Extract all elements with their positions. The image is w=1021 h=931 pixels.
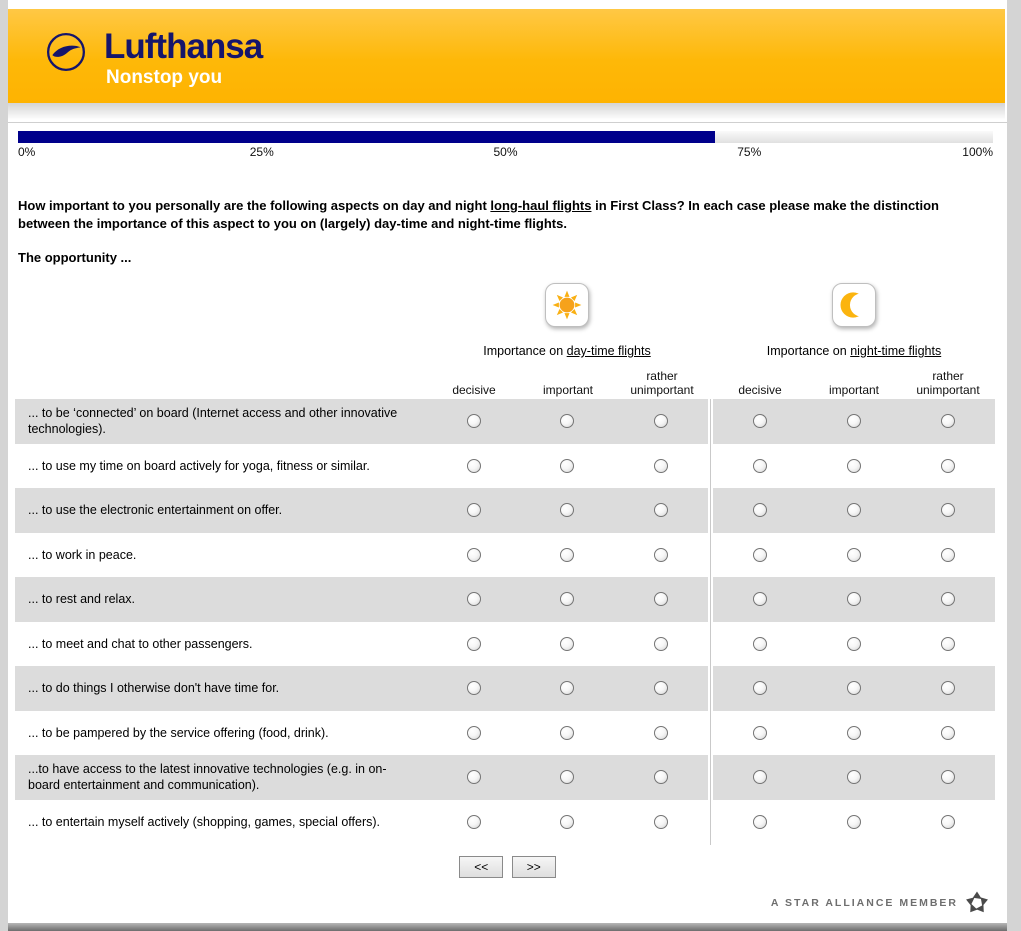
radio-cell bbox=[807, 548, 901, 562]
next-button[interactable]: >> bbox=[512, 856, 556, 878]
radio-night-decisive-row3[interactable] bbox=[753, 503, 767, 517]
radio-day-rather-unimportant-row10[interactable] bbox=[654, 815, 668, 829]
scale-night-important: important bbox=[828, 383, 880, 397]
question-lead-in: The opportunity ... bbox=[18, 250, 132, 265]
radio-cell bbox=[901, 548, 995, 562]
row-night-section bbox=[713, 711, 995, 756]
radio-cell bbox=[427, 815, 521, 829]
row-night-section bbox=[713, 666, 995, 711]
radio-cell bbox=[614, 770, 708, 784]
row-label: ... to meet and chat to other passengers. bbox=[28, 636, 253, 651]
question-text bbox=[18, 197, 970, 232]
radio-cell bbox=[713, 459, 807, 473]
radio-cell bbox=[807, 770, 901, 784]
row-night-section bbox=[713, 399, 995, 444]
radio-day-rather-unimportant-row7[interactable] bbox=[654, 681, 668, 695]
scale-day-important: important bbox=[542, 383, 594, 397]
radio-cell bbox=[521, 770, 615, 784]
radio-cell bbox=[427, 726, 521, 740]
radio-night-important-row4[interactable] bbox=[847, 548, 861, 562]
radio-cell bbox=[901, 726, 995, 740]
radio-night-rather-unimportant-row4[interactable] bbox=[941, 548, 955, 562]
row-day-section bbox=[15, 666, 708, 711]
radio-night-decisive-row8[interactable] bbox=[753, 726, 767, 740]
radio-cell bbox=[807, 815, 901, 829]
row-day-section bbox=[15, 800, 708, 845]
radio-night-rather-unimportant-row2[interactable] bbox=[941, 459, 955, 473]
radio-day-rather-unimportant-row5[interactable] bbox=[654, 592, 668, 606]
row-label: ... to rest and relax. bbox=[28, 592, 135, 607]
radio-cell bbox=[807, 681, 901, 695]
radio-cell bbox=[614, 726, 708, 740]
radio-cell bbox=[427, 503, 521, 517]
question-part-1: How important to you personally are the following aspects on day and night bbox=[18, 198, 491, 213]
radio-day-decisive-row4[interactable] bbox=[467, 548, 481, 562]
radio-cell bbox=[901, 459, 995, 473]
radio-night-rather-unimportant-row7[interactable] bbox=[941, 681, 955, 695]
radio-cell bbox=[713, 770, 807, 784]
radio-night-rather-unimportant-row6[interactable] bbox=[941, 637, 955, 651]
radio-night-decisive-row6[interactable] bbox=[753, 637, 767, 651]
day-label-underlined: day-time flights bbox=[566, 344, 651, 358]
radio-day-rather-unimportant-row2[interactable] bbox=[654, 459, 668, 473]
row-label: ... to use my time on board actively for yoga, fitness or similar. bbox=[28, 458, 370, 473]
radio-night-rather-unimportant-row1[interactable] bbox=[941, 414, 955, 428]
row-night-section bbox=[713, 622, 995, 667]
lufthansa-logo bbox=[45, 27, 262, 89]
progress-fill bbox=[18, 131, 715, 143]
row-day-section bbox=[15, 577, 708, 622]
radio-cell bbox=[521, 414, 615, 428]
question-part-2: in First Class? In each case please make the distinction between the importance of this aspect to you on (largely) day-time and night-time flights. bbox=[18, 198, 939, 231]
radio-night-important-row7[interactable] bbox=[847, 681, 861, 695]
row-day-section bbox=[15, 711, 708, 756]
progress-tick-75: 75% bbox=[737, 145, 762, 159]
radio-cell bbox=[521, 503, 615, 517]
radio-day-decisive-row3[interactable] bbox=[467, 503, 481, 517]
night-label-prefix: Importance on bbox=[766, 344, 851, 358]
radio-cell bbox=[521, 592, 615, 606]
row-day-section bbox=[15, 755, 708, 800]
row-night-section bbox=[713, 533, 995, 578]
radio-night-important-row3[interactable] bbox=[847, 503, 861, 517]
row-label: ... to do things I otherwise don't have time for. bbox=[28, 681, 280, 696]
radio-cell bbox=[427, 637, 521, 651]
radio-cell bbox=[614, 459, 708, 473]
bottom-bar bbox=[8, 923, 1007, 931]
radio-cell bbox=[807, 459, 901, 473]
radio-cell bbox=[614, 503, 708, 517]
radio-night-important-row6[interactable] bbox=[847, 637, 861, 651]
night-group-label bbox=[713, 344, 995, 358]
row-label: ... to be ‘connected’ on board (Internet access and other innovative technologies). bbox=[28, 406, 398, 437]
radio-day-rather-unimportant-row8[interactable] bbox=[654, 726, 668, 740]
table-row bbox=[15, 755, 995, 800]
table-row bbox=[15, 533, 995, 578]
radio-cell bbox=[614, 414, 708, 428]
radio-cell bbox=[807, 414, 901, 428]
question-underlined: long-haul flights bbox=[490, 198, 592, 213]
radio-day-rather-unimportant-row4[interactable] bbox=[654, 548, 668, 562]
radio-cell bbox=[807, 726, 901, 740]
radio-night-rather-unimportant-row8[interactable] bbox=[941, 726, 955, 740]
star-alliance-text: A STAR ALLIANCE MEMBER bbox=[770, 897, 958, 909]
radio-night-important-row10[interactable] bbox=[847, 815, 861, 829]
sun-icon bbox=[549, 287, 585, 323]
radio-cell bbox=[427, 459, 521, 473]
radio-day-rather-unimportant-row9[interactable] bbox=[654, 770, 668, 784]
radio-day-important-row10[interactable] bbox=[560, 815, 574, 829]
radio-cell bbox=[427, 592, 521, 606]
radio-cell bbox=[713, 414, 807, 428]
row-night-section bbox=[713, 577, 995, 622]
radio-night-rather-unimportant-row5[interactable] bbox=[941, 592, 955, 606]
radio-night-rather-unimportant-row10[interactable] bbox=[941, 815, 955, 829]
radio-night-decisive-row5[interactable] bbox=[753, 592, 767, 606]
radio-day-important-row1[interactable] bbox=[560, 414, 574, 428]
radio-cell bbox=[901, 414, 995, 428]
row-day-section bbox=[15, 444, 708, 489]
day-label-prefix: Importance on bbox=[483, 344, 567, 358]
row-night-section bbox=[713, 488, 995, 533]
table-row bbox=[15, 711, 995, 756]
radio-night-rather-unimportant-row3[interactable] bbox=[941, 503, 955, 517]
radio-cell bbox=[901, 681, 995, 695]
radio-night-decisive-row2[interactable] bbox=[753, 459, 767, 473]
table-row bbox=[15, 577, 995, 622]
progress-tick-50: 50% bbox=[493, 145, 518, 159]
radio-day-rather-unimportant-row3[interactable] bbox=[654, 503, 668, 517]
table-row bbox=[15, 488, 995, 533]
survey-page bbox=[8, 0, 1007, 931]
radio-cell bbox=[901, 503, 995, 517]
radio-cell bbox=[713, 681, 807, 695]
radio-night-decisive-row10[interactable] bbox=[753, 815, 767, 829]
radio-cell bbox=[614, 592, 708, 606]
radio-night-important-row8[interactable] bbox=[847, 726, 861, 740]
radio-night-decisive-row7[interactable] bbox=[753, 681, 767, 695]
scale-day-decisive: decisive bbox=[452, 383, 496, 397]
radio-cell bbox=[713, 503, 807, 517]
brand-tagline: Nonstop you bbox=[106, 67, 223, 88]
progress-labels bbox=[18, 145, 993, 160]
radio-cell bbox=[521, 459, 615, 473]
radio-cell bbox=[901, 815, 995, 829]
row-label: ... to entertain myself actively (shopping, games, special offers). bbox=[28, 814, 381, 829]
radio-day-important-row4[interactable] bbox=[560, 548, 574, 562]
radio-day-decisive-row9[interactable] bbox=[467, 770, 481, 784]
radio-cell bbox=[614, 548, 708, 562]
radio-cell bbox=[614, 637, 708, 651]
radio-cell bbox=[427, 770, 521, 784]
radio-day-decisive-row10[interactable] bbox=[467, 815, 481, 829]
radio-day-important-row2[interactable] bbox=[560, 459, 574, 473]
radio-cell bbox=[521, 548, 615, 562]
table-row bbox=[15, 444, 995, 489]
radio-cell bbox=[427, 681, 521, 695]
radio-cell bbox=[427, 414, 521, 428]
radio-cell bbox=[713, 815, 807, 829]
night-label-underlined: night-time flights bbox=[850, 344, 942, 358]
row-night-section bbox=[713, 800, 995, 845]
row-day-section bbox=[15, 399, 708, 444]
star-alliance-icon bbox=[964, 890, 990, 916]
radio-cell bbox=[807, 503, 901, 517]
radio-cell bbox=[614, 815, 708, 829]
radio-night-important-row5[interactable] bbox=[847, 592, 861, 606]
row-label: ... to work in peace. bbox=[28, 547, 137, 562]
row-night-section bbox=[713, 444, 995, 489]
brand-header bbox=[8, 9, 1005, 103]
row-day-section bbox=[15, 533, 708, 578]
progress-tick-0: 0% bbox=[18, 145, 36, 159]
content-divider bbox=[8, 122, 1007, 123]
radio-night-decisive-row1[interactable] bbox=[753, 414, 767, 428]
back-button[interactable]: << bbox=[459, 856, 503, 878]
matrix-body bbox=[15, 399, 995, 844]
radio-night-rather-unimportant-row9[interactable] bbox=[941, 770, 955, 784]
radio-night-important-row9[interactable] bbox=[847, 770, 861, 784]
radio-cell bbox=[901, 770, 995, 784]
radio-day-important-row9[interactable] bbox=[560, 770, 574, 784]
radio-night-important-row2[interactable] bbox=[847, 459, 861, 473]
radio-day-rather-unimportant-row1[interactable] bbox=[654, 414, 668, 428]
row-day-section bbox=[15, 622, 708, 667]
radio-cell bbox=[521, 637, 615, 651]
radio-night-decisive-row9[interactable] bbox=[753, 770, 767, 784]
radio-cell bbox=[807, 592, 901, 606]
lufthansa-crane-icon bbox=[45, 31, 87, 73]
radio-day-important-row5[interactable] bbox=[560, 592, 574, 606]
radio-cell bbox=[713, 637, 807, 651]
radio-cell bbox=[521, 726, 615, 740]
table-row bbox=[15, 622, 995, 667]
row-night-section bbox=[713, 755, 995, 800]
radio-cell bbox=[713, 592, 807, 606]
row-day-section bbox=[15, 488, 708, 533]
radio-day-rather-unimportant-row6[interactable] bbox=[654, 637, 668, 651]
progress-bar-track bbox=[18, 131, 993, 143]
scale-night-decisive: decisive bbox=[738, 383, 782, 397]
radio-day-decisive-row1[interactable] bbox=[467, 414, 481, 428]
radio-day-important-row3[interactable] bbox=[560, 503, 574, 517]
navigation-row bbox=[8, 856, 1007, 878]
day-icon-box bbox=[545, 283, 589, 327]
progress-tick-25: 25% bbox=[249, 145, 274, 159]
radio-night-decisive-row4[interactable] bbox=[753, 548, 767, 562]
progress-tick-100: 100% bbox=[962, 145, 993, 159]
table-row bbox=[15, 399, 995, 444]
radio-day-decisive-row6[interactable] bbox=[467, 637, 481, 651]
radio-day-decisive-row8[interactable] bbox=[467, 726, 481, 740]
radio-cell bbox=[901, 637, 995, 651]
radio-cell bbox=[713, 548, 807, 562]
row-label: ...to have access to the latest innovative technologies (e.g. in on-board entertainment and communication). bbox=[28, 762, 387, 793]
radio-night-important-row1[interactable] bbox=[847, 414, 861, 428]
radio-day-decisive-row5[interactable] bbox=[467, 592, 481, 606]
header-shadow bbox=[8, 103, 1005, 120]
radio-day-decisive-row2[interactable] bbox=[467, 459, 481, 473]
table-row bbox=[15, 666, 995, 711]
radio-day-important-row7[interactable] bbox=[560, 681, 574, 695]
radio-day-important-row6[interactable] bbox=[560, 637, 574, 651]
radio-cell bbox=[614, 681, 708, 695]
radio-cell bbox=[807, 637, 901, 651]
day-night-divider bbox=[710, 399, 711, 845]
table-row bbox=[15, 800, 995, 845]
radio-cell bbox=[521, 815, 615, 829]
radio-day-important-row8[interactable] bbox=[560, 726, 574, 740]
radio-cell bbox=[713, 726, 807, 740]
footer bbox=[771, 890, 990, 916]
moon-icon bbox=[836, 287, 872, 323]
row-label: ... to be pampered by the service offering (food, drink). bbox=[28, 725, 329, 740]
radio-day-decisive-row7[interactable] bbox=[467, 681, 481, 695]
night-icon-box bbox=[832, 283, 876, 327]
day-group-label bbox=[426, 344, 708, 358]
brand-name: Lufthansa bbox=[104, 27, 263, 66]
scale-day-rather-unimportant: rather unimportant bbox=[630, 369, 694, 397]
radio-cell bbox=[427, 548, 521, 562]
row-label: ... to use the electronic entertainment on offer. bbox=[28, 503, 283, 518]
radio-cell bbox=[521, 681, 615, 695]
scale-night-rather-unimportant: rather unimportant bbox=[916, 369, 980, 397]
radio-cell bbox=[901, 592, 995, 606]
